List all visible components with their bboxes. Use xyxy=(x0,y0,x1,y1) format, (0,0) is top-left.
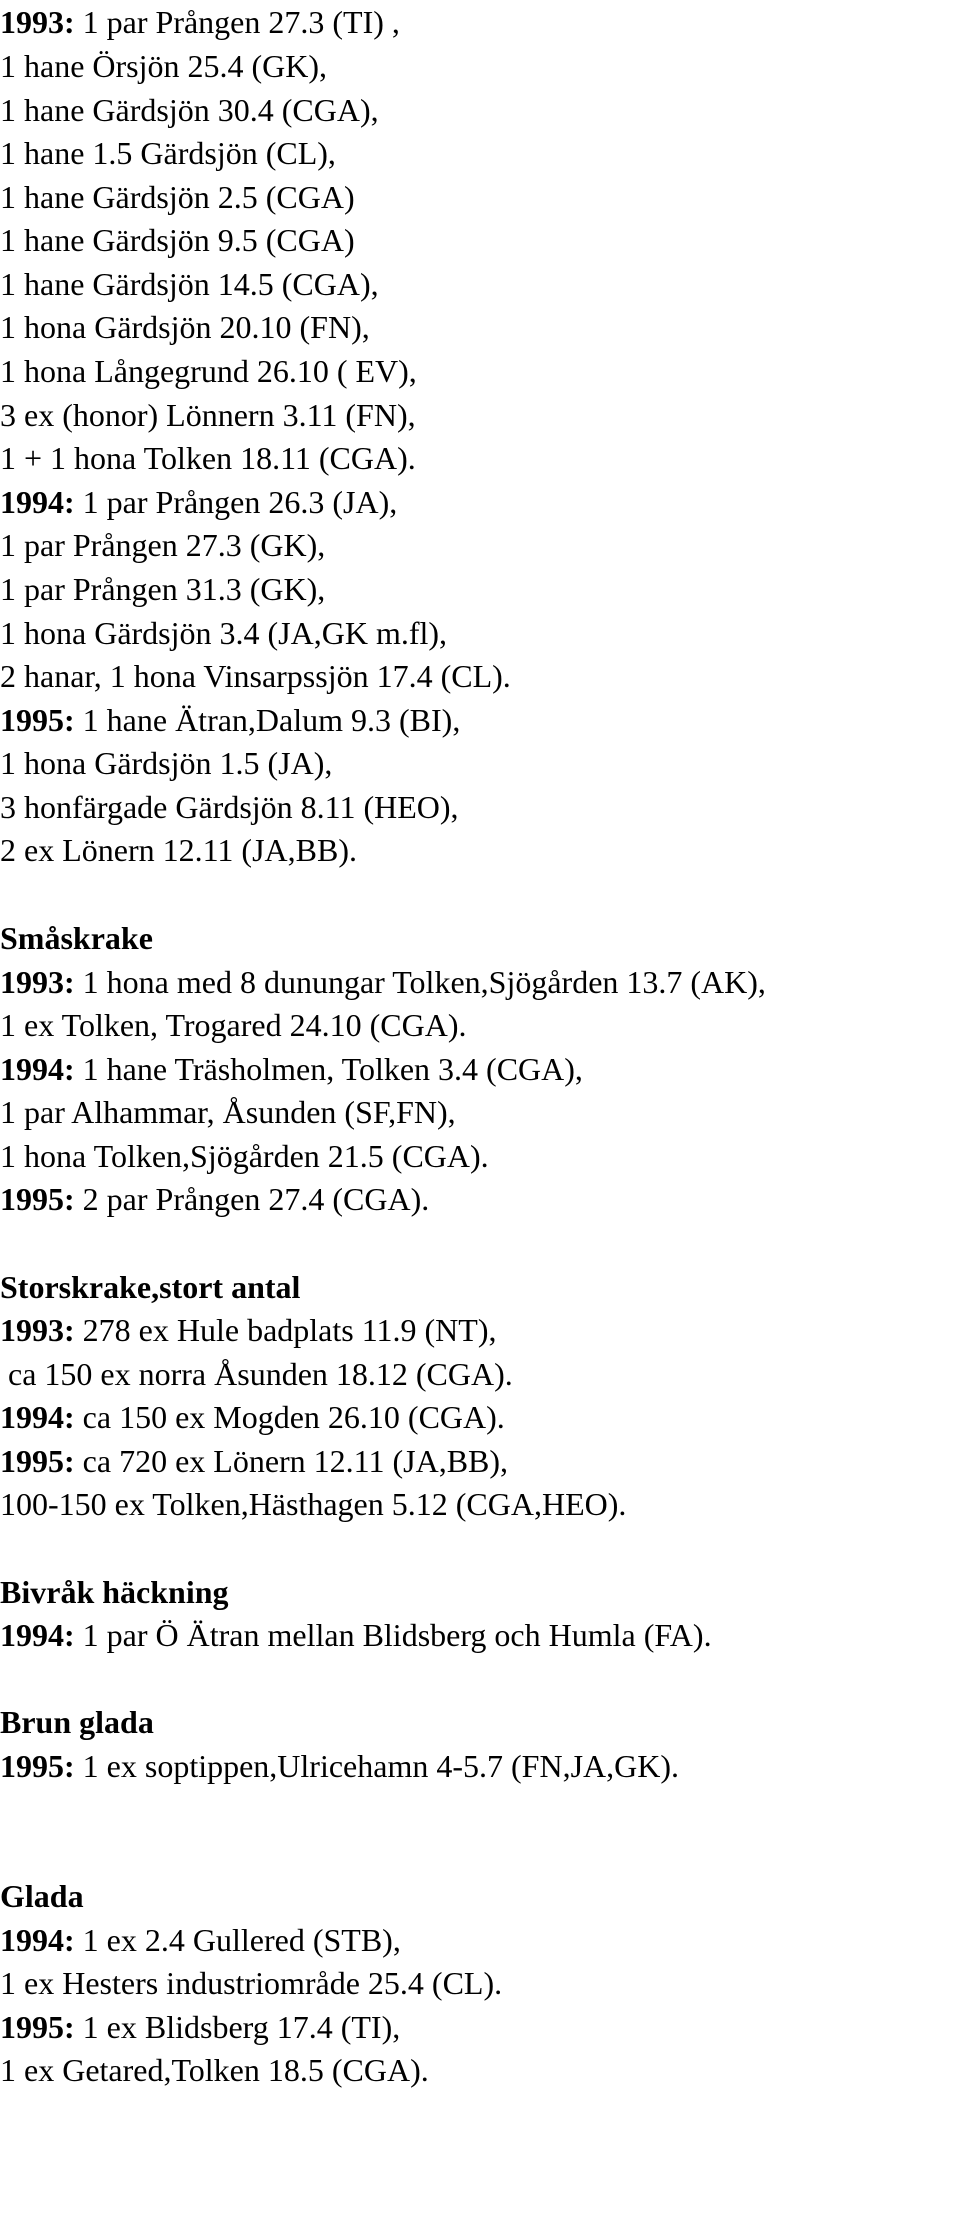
record-line: 2 ex Lönern 12.11 (JA,BB). xyxy=(0,832,357,868)
record-text: 278 ex Hule badplats 11.9 (NT), xyxy=(74,1312,497,1348)
year-label: 1995: xyxy=(0,1181,75,1217)
year-label: 1993: xyxy=(0,1312,75,1348)
record-line xyxy=(0,2005,400,2049)
record-line: 1 par Prången 31.3 (GK), xyxy=(0,571,326,607)
record-line: 1 ex Getared,Tolken 18.5 (CGA). xyxy=(0,2052,429,2088)
record-line: 3 honfärgade Gärdsjön 8.11 (HEO), xyxy=(0,789,459,825)
year-label: 1994: xyxy=(0,1617,75,1653)
record-line: 1 hane Gärdsjön 30.4 (CGA), xyxy=(0,92,379,128)
record-line: 1 par Alhammar, Åsunden (SF,FN), xyxy=(0,1094,456,1130)
record-line: 1 hona Tolken,Sjögården 21.5 (CGA). xyxy=(0,1138,489,1174)
record-text: ca 720 ex Lönern 12.11 (JA,BB), xyxy=(74,1443,509,1479)
section-heading-bivrak: Bivråk häckning xyxy=(0,1574,229,1610)
record-line: 2 hanar, 1 hona Vinsarpssjön 17.4 (CL). xyxy=(0,658,511,694)
record-line xyxy=(0,1395,505,1439)
year-label: 1995: xyxy=(0,1443,75,1479)
record-text: 2 par Prången 27.4 (CGA). xyxy=(74,1181,430,1217)
record-line xyxy=(0,1308,496,1352)
section-heading-smaskrake: Småskrake xyxy=(0,920,153,956)
record-text: 1 hona med 8 dunungar Tolken,Sjögården 13.7 (AK), xyxy=(74,964,766,1000)
record-line xyxy=(0,1177,429,1221)
year-label: 1994: xyxy=(0,1922,75,1958)
record-line: 1 hane Örsjön 25.4 (GK), xyxy=(0,48,328,84)
year-label: 1995: xyxy=(0,702,75,738)
record-line: 1 hona Långegrund 26.10 ( EV), xyxy=(0,353,417,389)
record-text: 1 ex 2.4 Gullered (STB), xyxy=(74,1922,401,1958)
record-line: 1 hane 1.5 Gärdsjön (CL), xyxy=(0,135,336,171)
section-heading-brun-glada: Brun glada xyxy=(0,1704,154,1740)
record-line xyxy=(0,1439,508,1483)
year-label: 1994: xyxy=(0,1051,75,1087)
record-line xyxy=(0,480,397,524)
year-label: 1995: xyxy=(0,2009,75,2045)
record-line xyxy=(0,960,766,1004)
record-text: 1 par Prången 26.3 (JA), xyxy=(74,484,398,520)
record-line: 1 hona Gärdsjön 1.5 (JA), xyxy=(0,745,333,781)
record-line: 1 hane Gärdsjön 2.5 (CGA) xyxy=(0,179,355,215)
record-text: 1 ex Blidsberg 17.4 (TI), xyxy=(74,2009,401,2045)
record-line: 1 ex Hesters industriområde 25.4 (CL). xyxy=(0,1965,503,2001)
year-label: 1994: xyxy=(0,484,75,520)
record-line xyxy=(0,1744,679,1788)
record-line xyxy=(0,1047,583,1091)
record-line: 1 hane Gärdsjön 9.5 (CGA) xyxy=(0,222,355,258)
record-text: 1 ex soptippen,Ulricehamn 4-5.7 (FN,JA,GK). xyxy=(74,1748,679,1784)
record-text: 1 hane Träsholmen, Tolken 3.4 (CGA), xyxy=(74,1051,583,1087)
record-line: 1 par Prången 27.3 (GK), xyxy=(0,527,326,563)
record-line xyxy=(0,698,460,742)
section-heading-glada: Glada xyxy=(0,1878,84,1914)
record-text: 1 hane Ätran,Dalum 9.3 (BI), xyxy=(74,702,461,738)
year-label: 1995: xyxy=(0,1748,75,1784)
record-text: 1 par Ö Ätran mellan Blidsberg och Humla (FA). xyxy=(74,1617,712,1653)
record-line: 3 ex (honor) Lönnern 3.11 (FN), xyxy=(0,397,416,433)
year-label: 1993: xyxy=(0,4,75,40)
year-label: 1993: xyxy=(0,964,75,1000)
record-line: 1 hane Gärdsjön 14.5 (CGA), xyxy=(0,266,379,302)
record-line xyxy=(0,0,400,44)
record-line: ca 150 ex norra Åsunden 18.12 (CGA). xyxy=(0,1356,513,1392)
record-line: 1 hona Gärdsjön 3.4 (JA,GK m.fl), xyxy=(0,615,448,651)
record-line: 1 + 1 hona Tolken 18.11 (CGA). xyxy=(0,440,416,476)
record-text: ca 150 ex Mogden 26.10 (CGA). xyxy=(74,1399,505,1435)
record-line: 100-150 ex Tolken,Hästhagen 5.12 (CGA,HEO). xyxy=(0,1486,627,1522)
year-label: 1994: xyxy=(0,1399,75,1435)
record-line xyxy=(0,1918,401,1962)
section-heading-storskrake: Storskrake,stort antal xyxy=(0,1269,301,1305)
record-text: 1 par Prången 27.3 (TI) , xyxy=(74,4,400,40)
record-line: 1 ex Tolken, Trogared 24.10 (CGA). xyxy=(0,1007,467,1043)
record-line xyxy=(0,1613,712,1657)
record-line: 1 hona Gärdsjön 20.10 (FN), xyxy=(0,309,370,345)
